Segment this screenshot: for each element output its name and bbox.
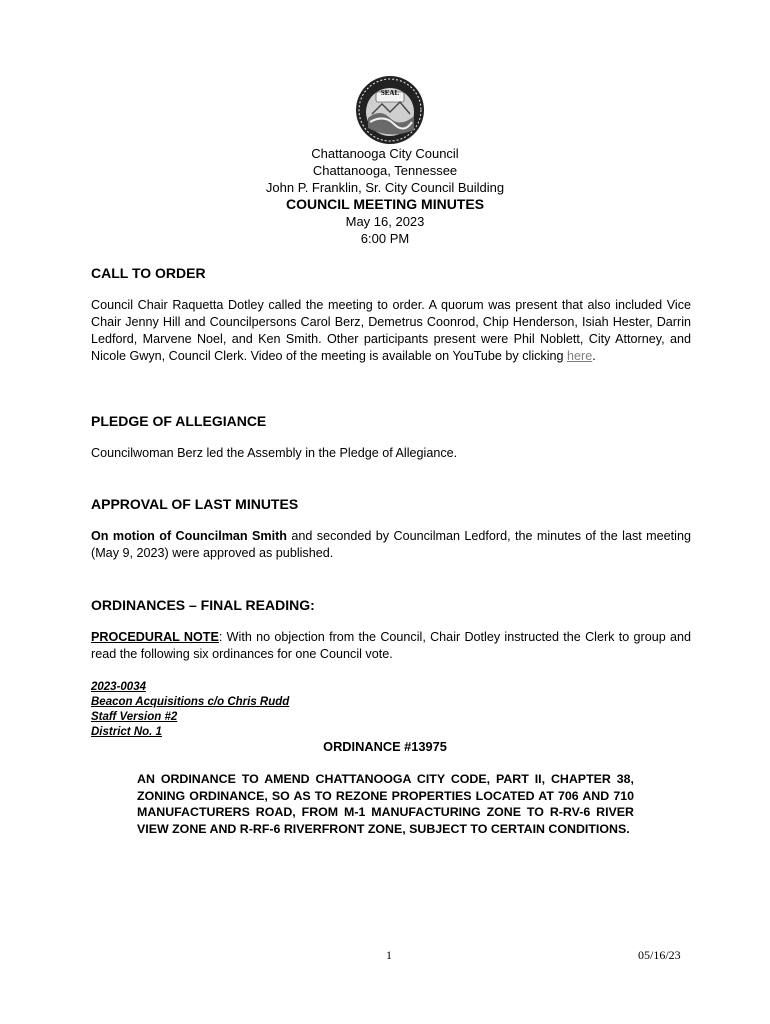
approval-heading: APPROVAL OF LAST MINUTES (91, 496, 299, 512)
call-to-order-heading: CALL TO ORDER (91, 265, 206, 281)
ordinance-number: ORDINANCE #13975 (323, 739, 447, 754)
call-to-order-text: Council Chair Raquetta Dotley called the meeting to order. A quorum was present that also included Vice Chair Jenny Hill and Councilpersons Carol Berz, Demetrus Coonrod, Chip Henderson, Isiah Hester, Darrin Ledford, Marvene Noel, and Ken Smith. Other participants present were Phil Noblett, City Attorney, and Nicole Gwyn, Council Clerk. Video of the meeting is available on YouTube by clicking here. (91, 298, 691, 363)
ordinances-section (91, 597, 691, 663)
footer-date: 05/16/23 (638, 948, 681, 962)
seal-label: SEAL (380, 89, 400, 97)
item-number: 2023-0034 (91, 681, 146, 693)
youtube-link[interactable]: here (567, 349, 593, 363)
city-seal-logo (354, 74, 426, 146)
building-name: John P. Franklin, Sr. City Council Building (265, 180, 505, 195)
ordinance-item-meta (91, 680, 289, 740)
meeting-date: May 16, 2023 (345, 214, 425, 229)
pledge-section (91, 413, 691, 462)
ordinances-heading: ORDINANCES – FINAL READING: (91, 597, 315, 613)
page-title: COUNCIL MEETING MINUTES (285, 196, 485, 212)
ordinance-text: AN ORDINANCE TO AMEND CHATTANOOGA CITY CODE, PART II, CHAPTER 38, ZONING ORDINANCE, SO AS TO REZONE PROPERTIES LOCATED AT 706 AND 710 MANUFACTURERS ROAD, FROM M-1 MANUFACTURING ZONE TO R-RV-6 RIVER VIEW ZONE AND R-RF-6 RIVERFRONT ZONE, SUBJECT TO CERTAIN CONDITIONS. (137, 772, 634, 836)
pledge-heading: PLEDGE OF ALLEGIANCE (91, 413, 267, 429)
meeting-time: 6:00 PM (360, 231, 410, 246)
approval-section (91, 496, 691, 562)
procedural-note: PROCEDURAL NOTE: With no objection from the Council, Chair Dotley instructed the Clerk to group and read the following six ordinances for one Council vote. (91, 630, 691, 661)
pledge-text: Councilwoman Berz led the Assembly in the Pledge of Allegiance. (91, 446, 458, 460)
approval-text: On motion of Councilman Smith and seconded by Councilman Ledford, the minutes of the last meeting (May 9, 2023) were approved as published. (91, 529, 691, 560)
item-applicant: Beacon Acquisitions c/o Chris Rudd (91, 696, 290, 708)
city-state: Chattanooga, Tennessee (312, 163, 458, 178)
item-version: Staff Version #2 (91, 711, 178, 723)
page-number: 1 (386, 948, 392, 962)
call-to-order-section (91, 265, 691, 365)
council-name: Chattanooga City Council (311, 146, 459, 161)
document-header (0, 145, 770, 247)
item-district: District No. 1 (91, 726, 162, 738)
